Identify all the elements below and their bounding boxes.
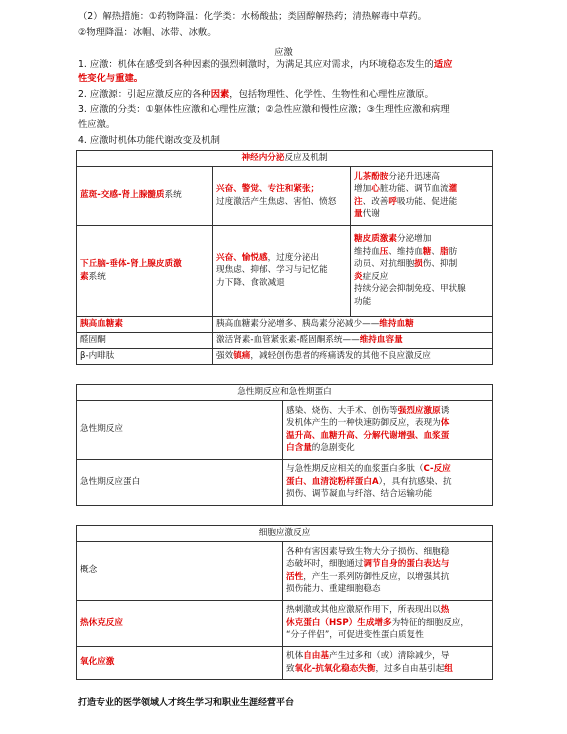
row-label: 概念 xyxy=(77,541,283,600)
table-row xyxy=(77,348,493,364)
row-label: 蓝斑-交感-肾上腺髓质系统 xyxy=(77,166,213,225)
row-mechanism: 胰高血糖素分泌增多、胰岛素分泌减少——维持血糖 xyxy=(213,316,493,332)
row-content: 机体自由基产生过多和（或）清除减少，导 致氧化-抗氧化稳态失衡，过多自由基引起组 xyxy=(283,646,493,679)
row-label: 急性期反应蛋白 xyxy=(77,459,283,505)
table-row xyxy=(77,600,493,646)
table-row xyxy=(77,166,493,225)
row-mechanism: 激活肾素-血管紧张素-醛固酮系统——维持血容量 xyxy=(213,332,493,348)
table-header-row xyxy=(77,151,493,167)
cellular-stress-table xyxy=(76,525,493,680)
table-row xyxy=(77,316,493,332)
row-label: 醛固酮 xyxy=(77,332,213,348)
row-label: 急性期反应 xyxy=(77,400,283,459)
row-label: 热休克反应 xyxy=(77,600,283,646)
table-row xyxy=(77,225,493,316)
acute-phase-table xyxy=(76,384,493,506)
antipyretic-measures-line: （2）解热措施：①药物降温：化学类：水杨酸盐；类固醇解热药；清热解毒中草药。 xyxy=(78,11,427,22)
stress-classification-line1: 3. 应激的分类：①躯体性应激和心理性应激；②急性应激和慢性应激；③生理性应激和病理 xyxy=(78,104,450,115)
row-mechanism: 糖皮质激素分泌增加 维持血压、维持血糖、脂肪 动员、对抗细胞损伤、抑制 炎症反应 持续分泌会抑制免疫、甲状腺 功能 xyxy=(351,225,493,316)
table-header-row xyxy=(77,385,493,401)
table-header: 细胞应激反应 xyxy=(77,526,493,542)
table-row xyxy=(77,332,493,348)
row-effect: 兴奋、愉悦感，过度分泌出 现焦虑、抑郁、学习与记忆能 力下降、食欲减退 xyxy=(213,225,351,316)
table-header: 急性期反应和急性期蛋白 xyxy=(77,385,493,401)
physical-cooling-line: ②物理降温：冰帽、冰带、冰敷。 xyxy=(78,27,217,38)
row-label: 氧化应激 xyxy=(77,646,283,679)
mechanism-heading: 4. 应激时机体功能代谢改变及机制 xyxy=(78,135,220,146)
stress-definition-line1: 1. 应激：机体在感受到各种因素的强烈刺激时，为满足其应对需求，内环境稳态发生的适应 xyxy=(78,59,453,70)
table-row xyxy=(77,541,493,600)
row-mechanism: 强效镇痛，减轻创伤患者的疼痛诱发的其他不良应激反应 xyxy=(213,348,493,364)
row-label: 胰高血糖素 xyxy=(77,316,213,332)
row-content: 各种有害因素导致生物大分子损伤、细胞稳 态破坏时，细胞通过调节自身的蛋白表达与 活性，产生一系列防御性反应，以增强其抗 损伤能力、重建细胞稳态 xyxy=(283,541,493,600)
table-header: 神经内分泌反应及机制 xyxy=(77,151,493,167)
footer-slogan: 打造专业的医学领域人才终生学习和职业生涯经营平台 xyxy=(78,698,295,708)
row-content: 与急性期反应相关的血浆蛋白多肽（C-反应 蛋白、血清淀粉样蛋白A），具有抗感染、抗 损伤、调节凝血与纤溶、结合运输功能 xyxy=(283,459,493,505)
stress-definition-line2: 性变化与重建。 xyxy=(78,73,144,84)
row-mechanism: 儿茶酚胺分泌升迅速高 增加心脏功能、调节血流灌 注、改善呼吸功能、促进能 量代谢 xyxy=(351,166,493,225)
table-row xyxy=(77,400,493,459)
table-header-row xyxy=(77,526,493,542)
table-row xyxy=(77,459,493,505)
row-label: β-内啡肽 xyxy=(77,348,213,364)
row-label: 下丘脑-垂体-肾上腺皮质激 素系统 xyxy=(77,225,213,316)
row-content: 热刺激或其他应激原作用下，所表现出以热 休克蛋白（HSP）生成增多为特征的细胞反应， “分子伴侣”，可促进变性蛋白质复性 xyxy=(283,600,493,646)
table-row xyxy=(77,646,493,679)
stress-classification-line2: 性应激。 xyxy=(78,119,116,130)
row-effect: 兴奋、警觉、专注和紧张； 过度激活产生焦虑、害怕、愤怒 xyxy=(213,166,351,225)
stressor-definition: 2. 应激源：引起应激反应的各种因素，包括物理性、化学性、生物性和心理性应激原。 xyxy=(78,89,434,100)
section-title: 应激 xyxy=(274,47,293,58)
neuroendocrine-table xyxy=(76,150,493,365)
row-content: 感染、烧伤、大手术、创伤等强烈应激原诱 发机体产生的一种快速防御反应，表现为体 温升高、血糖升高、分解代谢增强、血浆蛋 白含量的急剧变化 xyxy=(283,400,493,459)
